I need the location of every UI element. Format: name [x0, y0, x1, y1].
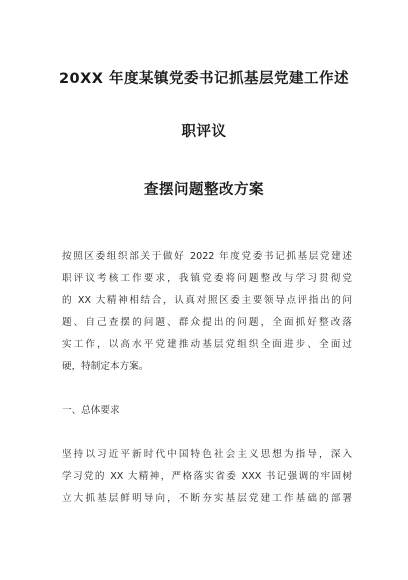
paragraph-line: 坚持以习近平新时代中国特色社会主义思想为指导，深入 [62, 449, 352, 460]
paragraph-line: 题、自己查摆的问题、群众提出的问题，全面抓好整改落 [62, 317, 352, 328]
paragraph-line: 实工作，以高水平党建推动基层党组织全面进步、全面过 [62, 339, 352, 350]
paragraph-line: 的 XX 大精神相结合，认真对照区委主要领导点评指出的问 [62, 295, 352, 306]
paragraph-line: 职评议考核工作要求，我镇党委将问题整改与学习贯彻党 [62, 273, 352, 284]
paragraph-line: 学习党的 XX 大精神，严格落实省委 XXX 书记强调的牢固树 [62, 471, 352, 482]
intro-paragraph [62, 246, 352, 378]
document-title-line-2: 职评议 [181, 124, 227, 140]
requirements-paragraph [62, 444, 352, 510]
document-subtitle: 查摆问题整改方案 [144, 182, 264, 198]
document-title-line-1: 20XX 年度某镇党委书记抓基层党建工作述 [58, 71, 350, 87]
paragraph-line: 硬，特制定本方案。 [62, 361, 149, 372]
section-heading: 一、总体要求 [62, 405, 120, 416]
paragraph-line: 立大抓基层鲜明导向，不断夯实基层党建工作基础的部署 [62, 493, 352, 504]
paragraph-line: 按照区委组织部关于做好 2022 年度党委书记抓基层党建述 [62, 251, 352, 262]
